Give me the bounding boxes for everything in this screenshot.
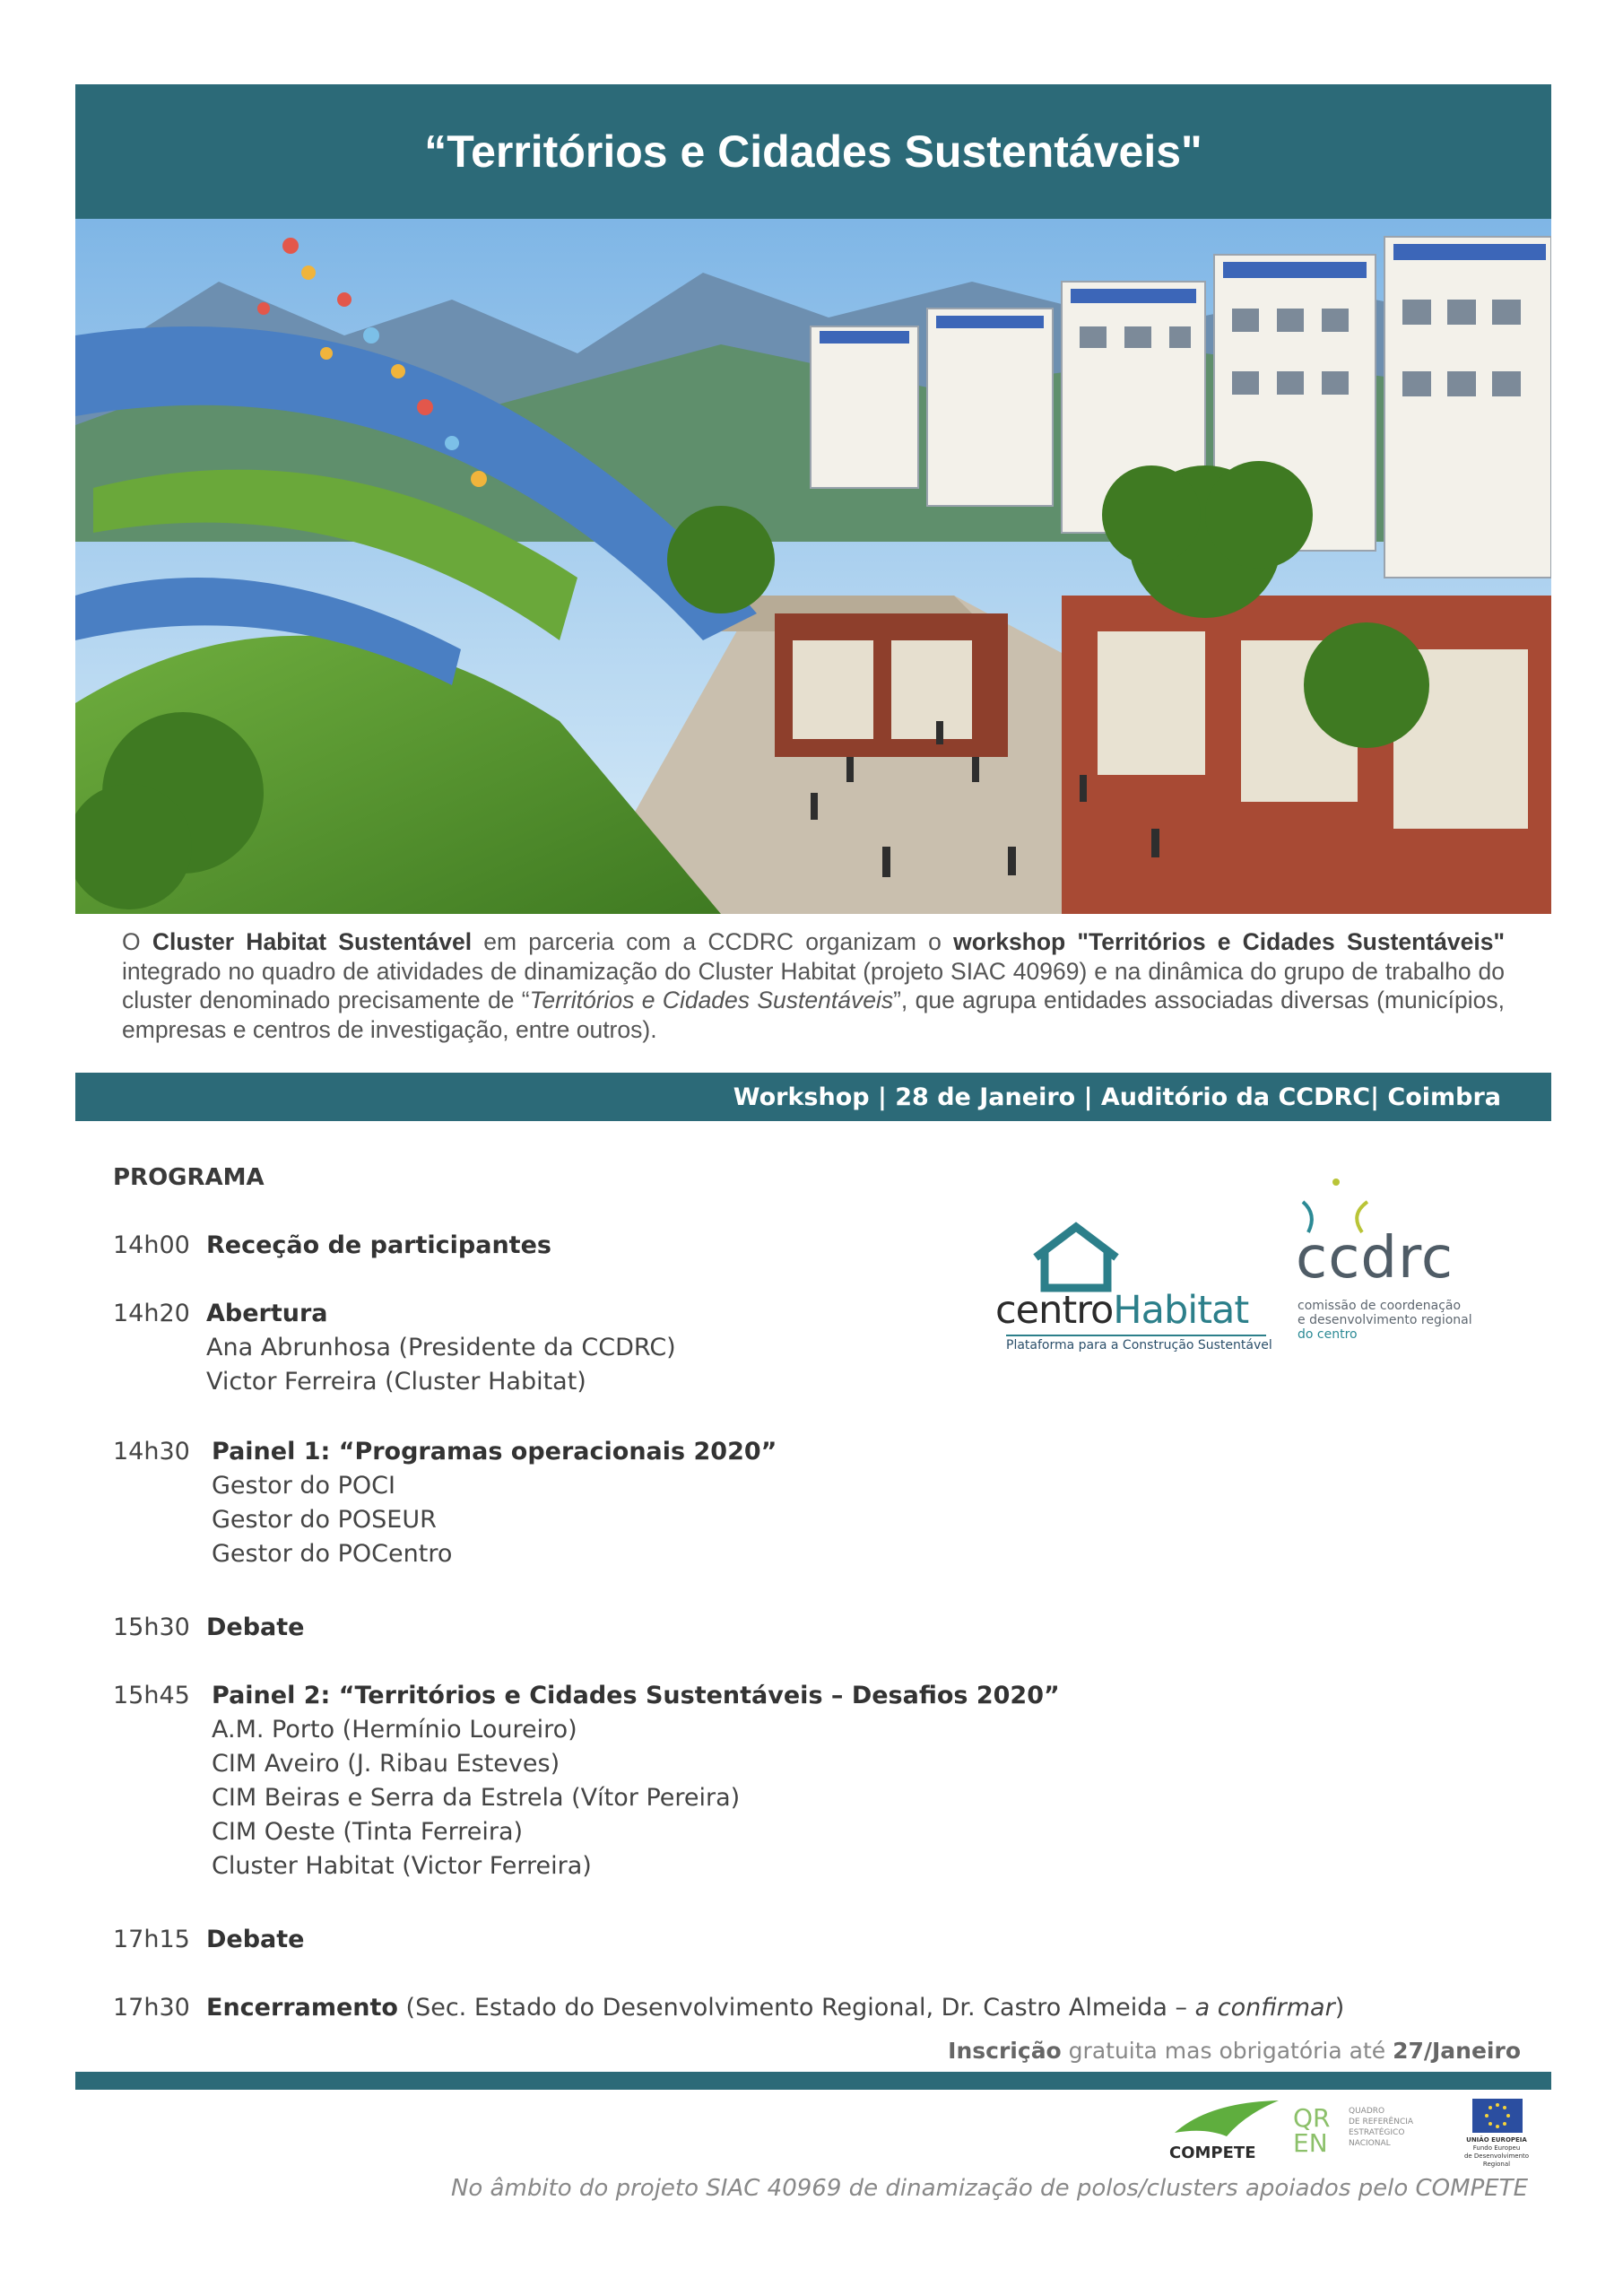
logo-tagline: Plataforma para a Construção Sustentável bbox=[1006, 1338, 1272, 1352]
program-slot bbox=[113, 1297, 676, 1399]
program-slot bbox=[113, 1435, 777, 1571]
program-slot bbox=[113, 1991, 1344, 2025]
speaker: CIM Beiras e Serra da Estrela (Vítor Pereira) bbox=[212, 1784, 741, 1812]
slot-detail: ) bbox=[1334, 1994, 1345, 2022]
eu-logo bbox=[1454, 2099, 1539, 2169]
slot-title: Encerramento bbox=[206, 1994, 398, 2022]
compete-swoosh-icon bbox=[1173, 2097, 1280, 2140]
centrohabitat-logo bbox=[995, 1222, 1272, 1365]
slot-title: Debate bbox=[206, 1926, 305, 1953]
intro-paragraph bbox=[122, 927, 1505, 1044]
logo-name: COMPETE bbox=[1169, 2144, 1256, 2162]
slot-time: 14h30 bbox=[113, 1438, 190, 1465]
group-name: Territórios e Cidades Sustentáveis bbox=[529, 987, 894, 1013]
event-info: Workshop | 28 de Janeiro | Auditório da CCDRC| Coimbra bbox=[733, 1083, 1501, 1111]
logo-subtitle: QUADRO bbox=[1349, 2107, 1385, 2116]
logo-subtitle: DE REFERÊNCIA bbox=[1349, 2118, 1414, 2126]
intro-text: integrado no quadro de atividades de dinamização do Cluster Habitat (projeto SIAC 40969) e na dinâmica do grupo de trabalho do cluster denominado precisamente de “ bbox=[122, 957, 1505, 1013]
slot-time: 14h00 bbox=[113, 1231, 190, 1259]
slot-title: Painel 1: “Programas operacionais 2020” bbox=[212, 1438, 777, 1465]
logo-subtitle: NACIONAL bbox=[1349, 2139, 1391, 2148]
logo-name: centro bbox=[995, 1288, 1114, 1333]
slot-detail-note: a confirmar bbox=[1194, 1994, 1335, 2022]
slot-time: 15h30 bbox=[113, 1613, 190, 1641]
slot-time: 17h30 bbox=[113, 1994, 190, 2022]
cluster-name: Cluster Habitat Sustentável bbox=[152, 928, 473, 955]
registration-deadline: 27/Janeiro bbox=[1393, 2038, 1521, 2064]
eu-flag-icon bbox=[1472, 2099, 1523, 2133]
registration-note bbox=[948, 2038, 1521, 2064]
house-icon bbox=[1027, 1222, 1125, 1293]
qren-mark: QREN bbox=[1293, 2103, 1331, 2158]
speaker: CIM Aveiro (J. Ribau Esteves) bbox=[212, 1750, 560, 1778]
qren-logo bbox=[1293, 2102, 1445, 2165]
speaker: Ana Abrunhosa (Presidente da CCDRC) bbox=[206, 1334, 676, 1361]
slot-title: Receção de participantes bbox=[206, 1231, 551, 1259]
speaker: Victor Ferreira (Cluster Habitat) bbox=[206, 1368, 586, 1396]
hero-image bbox=[75, 219, 1551, 914]
intro-text: O bbox=[122, 928, 152, 955]
slot-title: Abertura bbox=[206, 1300, 328, 1327]
program-slot bbox=[113, 1679, 1060, 1883]
slot-time: 14h20 bbox=[113, 1300, 190, 1327]
ccdrc-logo bbox=[1278, 1175, 1511, 1354]
program-slot bbox=[113, 1229, 551, 1263]
program-slot bbox=[113, 1923, 305, 1957]
program-title: PROGRAMA bbox=[113, 1164, 265, 1191]
sustainable-city-illustration bbox=[75, 219, 1551, 914]
page-title: “Territórios e Cidades Sustentáveis" bbox=[424, 126, 1202, 177]
logo-subtitle: comissão de coordenação bbox=[1298, 1299, 1462, 1313]
slot-detail: (Sec. Estado do Desenvolvimento Regional, Dr. Castro Almeida – bbox=[397, 1994, 1195, 2022]
title-banner bbox=[75, 84, 1551, 219]
slot-time: 17h15 bbox=[113, 1926, 190, 1953]
logo-subtitle: Fundo Europeu bbox=[1472, 2144, 1521, 2152]
logo-subtitle: UNIÃO EUROPEIA bbox=[1466, 2136, 1527, 2144]
logo-name: Habitat bbox=[1113, 1288, 1249, 1333]
intro-text: ”, que agrupa entidades associadas diversas (municípios, empresas e centros de investigação, entre outros). bbox=[122, 987, 1505, 1043]
speaker: CIM Oeste (Tinta Ferreira) bbox=[212, 1818, 524, 1846]
footer-divider bbox=[75, 2072, 1551, 2090]
slot-title: Painel 2: “Territórios e Cidades Sustentáveis – Desafios 2020” bbox=[212, 1682, 1060, 1709]
speaker: A.M. Porto (Hermínio Loureiro) bbox=[212, 1716, 577, 1744]
speaker: Cluster Habitat (Victor Ferreira) bbox=[212, 1852, 592, 1880]
logo-subtitle: e desenvolvimento regional bbox=[1298, 1313, 1472, 1327]
speaker: Gestor do POCentro bbox=[212, 1540, 453, 1568]
registration-text: gratuita mas obrigatória até bbox=[1061, 2038, 1393, 2064]
program-slot bbox=[113, 1611, 305, 1645]
workshop-name: workshop "Territórios e Cidades Sustentáveis" bbox=[953, 928, 1506, 955]
logo-subtitle: de Desenvolvimento Regional bbox=[1463, 2152, 1530, 2168]
slot-time: 15h45 bbox=[113, 1682, 190, 1709]
slot-title: Debate bbox=[206, 1613, 305, 1641]
compete-logo bbox=[1166, 2097, 1282, 2169]
footer-note: No âmbito do projeto SIAC 40969 de dinamização de polos/clusters apoiados pelo COMPETE bbox=[450, 2175, 1528, 2202]
logo-subtitle: ESTRATÉGICO bbox=[1349, 2128, 1405, 2137]
speaker: Gestor do POCI bbox=[212, 1472, 395, 1500]
intro-text: em parceria com a CCDRC organizam o bbox=[472, 928, 954, 955]
logo-name: ccdrc bbox=[1296, 1225, 1454, 1292]
event-info-bar bbox=[75, 1073, 1551, 1121]
registration-label: Inscrição bbox=[948, 2038, 1062, 2064]
speaker: Gestor do POSEUR bbox=[212, 1506, 437, 1534]
logo-subtitle: do centro bbox=[1298, 1327, 1358, 1342]
